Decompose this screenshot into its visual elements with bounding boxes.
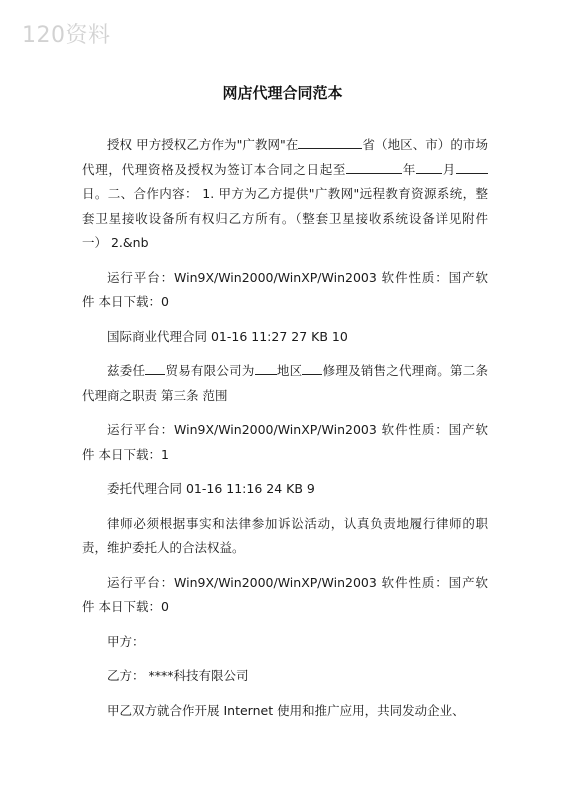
blank-field bbox=[302, 360, 322, 375]
paragraph-agency-contract: 委托代理合同 01-16 11:16 24 KB 9 bbox=[107, 481, 315, 496]
blank-field bbox=[298, 134, 362, 149]
blank-field bbox=[428, 159, 442, 174]
paragraph-platform-2: 运行平台：Win9X/Win2000/WinXP/Win2003 软件性质：国产软件 本日下载：1 bbox=[82, 422, 488, 462]
blank-field bbox=[346, 159, 402, 174]
paragraph-intl-contract: 国际商业代理合同 01-16 11:27 27 KB 10 bbox=[107, 328, 348, 344]
blank-field bbox=[255, 360, 277, 375]
document-title: 网店代理合同范本 bbox=[222, 84, 343, 102]
watermark: 120资料 bbox=[22, 23, 111, 48]
party-a: 甲方： bbox=[107, 633, 145, 649]
paragraph-appointment: 兹委任 贸易有限公司为 地区 修理及销售之代理商。第二条 代理商之职责 第三条 范围 bbox=[82, 359, 488, 408]
paragraph-platform-3: 运行平台：Win9X/Win2000/WinXP/Win2003 软件性质：国产软件 本日下载：0 bbox=[82, 574, 488, 614]
blank-field bbox=[416, 159, 428, 174]
blank-field bbox=[145, 360, 165, 375]
paragraph-platform-1: 运行平台：Win9X/Win2000/WinXP/Win2003 软件性质：国产软件 本日下载：0 bbox=[82, 269, 488, 309]
paragraph-authorization: 授权 甲方授权乙方作为"广教网"在 省（地区、市）的市场代理，代理资格及授权为签订本合同之日起至 年 月日。二、合作内容： 1. 甲方为乙方提供"广教网"远程教育资源系统，整套卫星接收设备所有权归乙方所有。（整套卫星接收系统设备详见附件一） 2.&nb bbox=[82, 133, 488, 256]
party-b: 乙方： ****科技有限公司 bbox=[107, 668, 249, 683]
document-body bbox=[82, 133, 488, 733]
paragraph-cooperation: 甲乙双方就合作开展 Internet 使用和推广应用，共同发动企业、 bbox=[107, 702, 465, 718]
paragraph-lawyer-duty: 律师必须根据事实和法律参加诉讼活动，认真负责地履行律师的职责，维护委托人的合法权益。 bbox=[82, 515, 488, 555]
blank-field bbox=[456, 159, 488, 174]
